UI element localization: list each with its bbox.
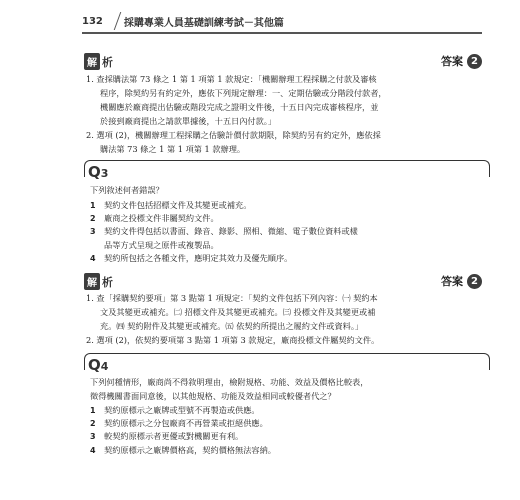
analysis-line: 1. 查「採購契約要項」第 3 點第 1 項規定：「契約文件包括下列內容：㈠ 契約本 <box>86 293 378 303</box>
analysis-line: 程序，除契約另有約定外，應依下列規定辦理：一、定期估驗或分階段付款者， <box>100 88 387 98</box>
option-number: 3 <box>90 432 96 442</box>
analysis-line: 文及其變更或補充。㈡ 招標文件及其變更或補充。㈢ 投標文件及其變更或補 <box>100 307 376 317</box>
page-header <box>82 10 284 32</box>
option-text: 契約文件包括招標文件及其變更或補充。 <box>104 200 252 210</box>
option-text: 契約所包括之各種文件，應明定其效力及優先順序。 <box>104 252 293 263</box>
question-number: Q4 <box>88 356 109 374</box>
question-box-top <box>84 160 490 177</box>
option-number: 2 <box>90 214 96 224</box>
option-text: 廠商之投標文件非屬契約文件。 <box>104 213 219 224</box>
analysis-line: 機關應於廠商提出估驗或階段完成之證明文件後，十五日內完成審核程序，並 <box>100 102 379 112</box>
analysis-body <box>86 72 486 156</box>
question-stem-line: 徵得機關書面同意後，以其他規格、功能及效益相同或較優者代之？ <box>90 390 336 401</box>
option-text: 契約原標示之分包廠商不再營業或拒絕供應。 <box>104 418 268 429</box>
option-text: 契約原標示之廠牌價格高，契約價格無法容納。 <box>104 444 276 455</box>
option-item <box>90 404 485 417</box>
analysis-heading <box>84 53 113 70</box>
option-item <box>90 417 485 430</box>
analysis-line: 購法第 73 條之 1 第 1 項第 1 款辦理。 <box>100 144 246 154</box>
analysis-line: 於接到廠商提出之請款單據後，十五日內付款。」 <box>100 116 277 126</box>
option-item <box>90 430 485 443</box>
question-number: Q3 <box>88 163 109 181</box>
option-number: 1 <box>90 406 96 415</box>
question-stem: 下列敘述何者錯誤？ <box>90 185 164 195</box>
analysis-tag: 解 <box>84 273 100 290</box>
question-stem <box>90 376 368 403</box>
option-item <box>90 225 485 238</box>
option-item <box>90 212 485 225</box>
answer-badge: 2 <box>467 274 482 289</box>
header-rule <box>82 32 482 34</box>
option-item <box>90 252 485 265</box>
analysis-line: 2. 選項 (2)，依契約要項第 3 點第 1 項第 3 款規定，廠商投標文件屬契約文件。 <box>86 335 380 345</box>
page-number: 132 <box>82 15 103 27</box>
answer-label <box>441 273 482 289</box>
book-title: 採購專業人員基礎訓練考試－其他篇 <box>123 17 284 29</box>
analysis-tag: 解 <box>84 53 100 70</box>
header-divider-slash <box>104 12 122 30</box>
answer-badge: 2 <box>467 54 482 69</box>
option-number: 1 <box>90 201 96 210</box>
option-text: 契約原標示之廠牌或型號不再製造或供應。 <box>104 405 260 415</box>
analysis-heading <box>84 273 113 290</box>
answer-text: 答案 <box>441 55 463 68</box>
option-text: 品等方式呈現之原件或複製品。 <box>104 239 219 250</box>
answer-label <box>441 53 482 69</box>
option-number: 2 <box>90 419 96 429</box>
option-list <box>90 404 485 457</box>
analysis-tail: 析 <box>102 55 113 69</box>
analysis-line: 2. 選項 (2)，機關辦理工程採購之估驗計價付款期限，除契約另有約定外，應依採 <box>86 130 381 140</box>
option-list <box>90 199 485 265</box>
option-number: 4 <box>90 253 96 263</box>
option-text: 較契約原標示者更優或對機關更有利。 <box>104 431 244 442</box>
answer-text: 答案 <box>441 275 463 288</box>
analysis-body <box>86 291 486 347</box>
question-box-top <box>84 353 490 370</box>
analysis-tail: 析 <box>102 275 113 289</box>
option-item <box>90 444 485 457</box>
analysis-line: 1. 查採購法第 73 條之 1 第 1 項第 1 款規定：「機關辦理工程採購之付款及審核 <box>86 74 377 84</box>
option-item <box>90 239 485 252</box>
option-text: 契約文件得包括以書面、錄音、錄影、照相、微縮、電子數位資料或樣 <box>104 226 358 237</box>
analysis-line: 充。㈣ 契約附件及其變更或補充。㈤ 依契約所提出之履約文件或資料。」 <box>100 321 364 331</box>
option-number: 3 <box>90 227 96 237</box>
question-stem-line: 下列何種情形，廠商尚不得敘明理由，檢附規格、功能、效益及價格比較表， <box>90 377 369 387</box>
option-number: 4 <box>90 445 96 455</box>
option-item <box>90 199 485 212</box>
